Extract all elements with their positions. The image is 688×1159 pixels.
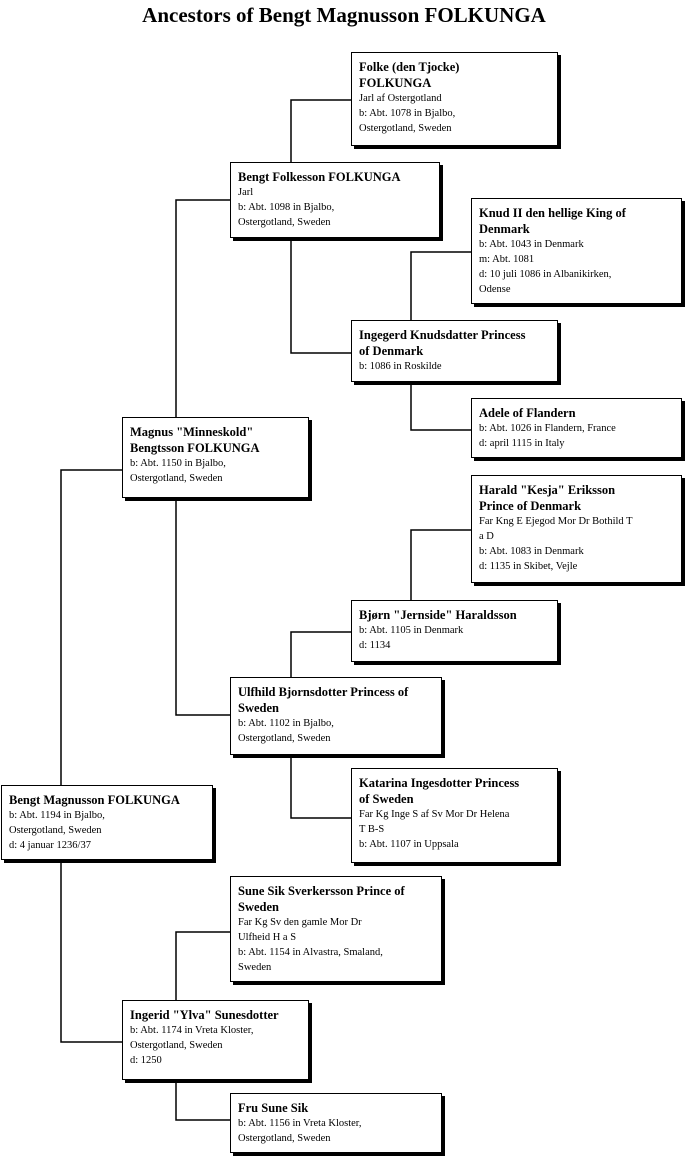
- person-box-bjorn[interactable]: [351, 600, 558, 662]
- person-box-fru-sune-sik[interactable]: [230, 1093, 442, 1153]
- connector-magnus-mother: [176, 498, 230, 715]
- person-name: Bjørn "Jernside" Haraldsson: [359, 608, 517, 622]
- connector-bengtf-mother: [291, 238, 351, 353]
- chart-title: Ancestors of Bengt Magnusson FOLKUNGA: [142, 3, 546, 27]
- person-box-ingerid[interactable]: [122, 1000, 309, 1080]
- person-details: Far Kng E Ejegod Mor Dr Bothild T a D b: Abt. 1083 in Denmark d: 1135 in Skibet, Vejle: [479, 516, 633, 572]
- person-details: b: 1086 in Roskilde: [359, 361, 442, 372]
- connector-ingerid-father: [176, 932, 230, 1000]
- person-name: Bengt Folkesson FOLKUNGA: [238, 170, 401, 184]
- person-box-bengt-folkesson[interactable]: [230, 162, 440, 238]
- person-name: Fru Sune Sik: [238, 1101, 309, 1115]
- connector-bjorn-father: [411, 530, 471, 600]
- connector-root-mother: [61, 860, 122, 1042]
- person-name: Folke (den Tjocke) FOLKUNGA: [359, 60, 460, 90]
- person-name: Knud II den hellige King of Denmark: [479, 206, 626, 236]
- person-details: b: Abt. 1102 in Bjalbo, Ostergotland, Sweden: [238, 718, 334, 744]
- person-box-folke[interactable]: [351, 52, 558, 146]
- person-details: b: Abt. 1043 in Denmark m: Abt. 1081 d: 10 juli 1086 in Albanikirken, Odense: [479, 239, 612, 295]
- connector-ulfhild-father: [291, 632, 351, 677]
- person-name: Adele of Flandern: [479, 406, 576, 420]
- person-name: Ingegerd Knudsdatter Princess of Denmark: [359, 328, 526, 358]
- person-box-magnus[interactable]: [122, 417, 309, 498]
- person-box-sune-sik[interactable]: [230, 876, 442, 982]
- person-details: b: Abt. 1194 in Bjalbo, Ostergotland, Sweden d: 4 januar 1236/37: [9, 810, 105, 851]
- connector-bengtf-father: [291, 100, 351, 162]
- person-details: Far Kg Sv den gamle Mor Dr Ulfheid H a S b: Abt. 1154 in Alvastra, Smaland, Sweden: [238, 917, 383, 973]
- person-details: Jarl af Ostergotland b: Abt. 1078 in Bjalbo, Ostergotland, Sweden: [359, 93, 456, 134]
- person-details: b: Abt. 1174 in Vreta Kloster, Ostergotland, Sweden d: 1250: [130, 1025, 254, 1066]
- person-details: b: Abt. 1150 in Bjalbo, Ostergotland, Sweden: [130, 458, 226, 484]
- person-name: Harald "Kesja" Eriksson Prince of Denmark: [479, 483, 616, 513]
- person-name: Katarina Ingesdotter Princess of Sweden: [359, 776, 520, 806]
- person-box-adele[interactable]: [471, 398, 682, 458]
- person-box-knud[interactable]: [471, 198, 682, 304]
- person-box-bengt-magnusson[interactable]: [1, 785, 213, 860]
- person-name: Magnus "Minneskold" Bengtsson FOLKUNGA: [130, 425, 260, 455]
- person-name: Ingerid "Ylva" Sunesdotter: [130, 1008, 279, 1022]
- person-box-harald[interactable]: [471, 475, 682, 583]
- connector-ulfhild-mother: [291, 755, 351, 818]
- person-box-ingegerd[interactable]: [351, 320, 558, 382]
- connector-ingegerd-father: [411, 252, 471, 320]
- connector-root-father: [61, 470, 122, 785]
- person-details: b: Abt. 1026 in Flandern, France d: april 1115 in Italy: [479, 423, 616, 449]
- person-box-katarina[interactable]: [351, 768, 558, 863]
- person-details: Jarl b: Abt. 1098 in Bjalbo, Ostergotland, Sweden: [238, 187, 335, 228]
- person-details: b: Abt. 1156 in Vreta Kloster, Ostergotland, Sweden: [238, 1118, 362, 1144]
- person-name: Sune Sik Sverkersson Prince of Sweden: [238, 884, 405, 914]
- person-details: b: Abt. 1105 in Denmark d: 1134: [359, 625, 464, 651]
- person-name: Ulfhild Bjornsdotter Princess of Sweden: [238, 685, 409, 715]
- person-box-ulfhild[interactable]: [230, 677, 442, 755]
- connector-ingegerd-mother: [411, 382, 471, 430]
- connector-ingerid-mother: [176, 1080, 230, 1120]
- person-details: Far Kg Inge S af Sv Mor Dr Helena T B-S b: Abt. 1107 in Uppsala: [359, 809, 510, 850]
- connector-magnus-father: [176, 200, 230, 417]
- person-name: Bengt Magnusson FOLKUNGA: [9, 793, 180, 807]
